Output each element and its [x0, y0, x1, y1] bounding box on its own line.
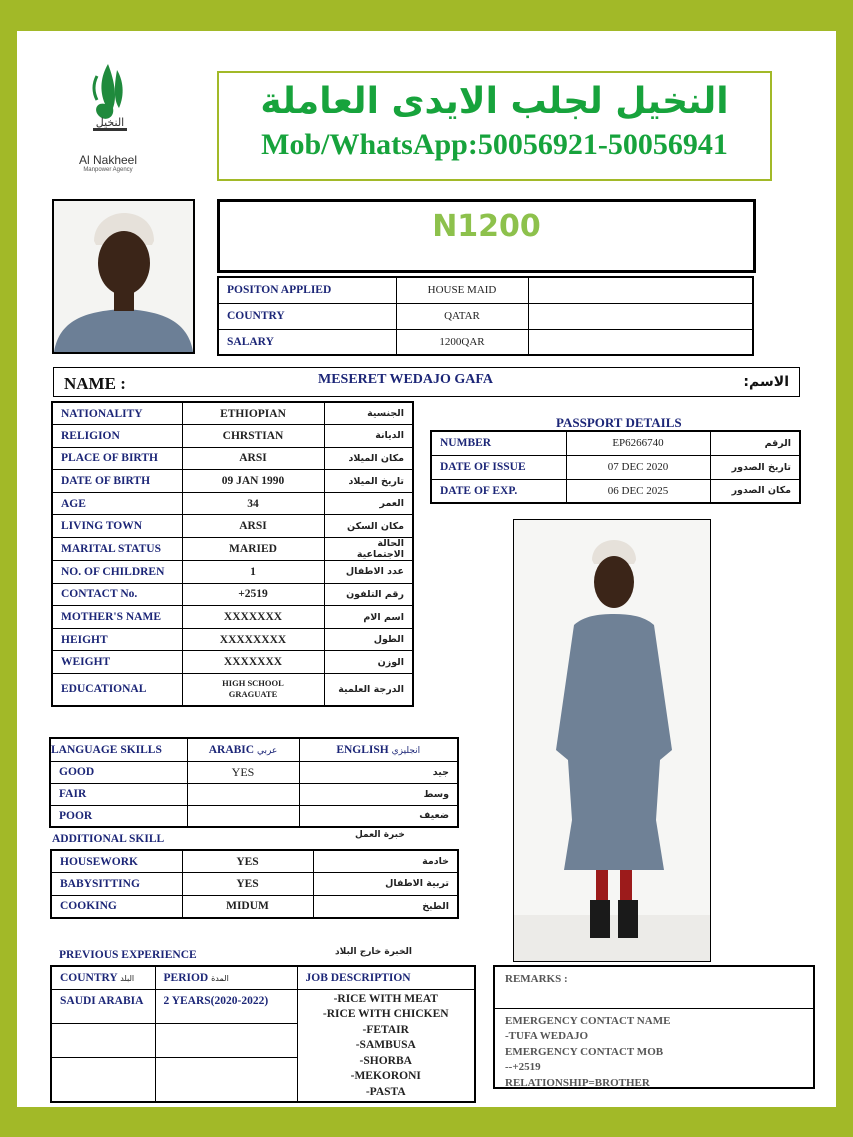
detail-row [52, 561, 413, 584]
country-value: QATAR [396, 303, 528, 329]
detail-row [51, 895, 458, 918]
language-level-label: POOR [50, 805, 187, 827]
detail-row [52, 651, 413, 674]
detail-label: MOTHER'S NAME [52, 606, 182, 629]
detail-label: DATE OF BIRTH [52, 470, 182, 493]
english-level-value: جيد [299, 761, 458, 783]
arabic-column-label: ARABIC [208, 743, 255, 756]
language-row [50, 805, 458, 827]
agency-contact-numbers: Mob/WhatsApp:50056921-50056941 [261, 128, 728, 161]
detail-label: LIVING TOWN [52, 515, 182, 538]
remarks-line: -TUFA WEDAJO [505, 1030, 589, 1042]
english-column-header [299, 738, 458, 761]
arabic-level-value [187, 805, 299, 827]
detail-label: MARITAL STATUS [52, 538, 182, 561]
detail-row [52, 492, 413, 515]
job-item: -MEKORONI [350, 1070, 421, 1082]
detail-row [52, 425, 413, 448]
position-value: HOUSE MAID [396, 277, 528, 303]
detail-label: HOUSEWORK [51, 850, 182, 873]
detail-label: AGE [52, 492, 182, 515]
svg-text:النخيل: النخيل [95, 116, 125, 129]
detail-row [52, 628, 413, 651]
detail-arabic-label: اسم الام [324, 606, 413, 629]
job-description-header: JOB DESCRIPTION [297, 966, 475, 989]
detail-value: MARIED [182, 538, 324, 561]
language-skills-label: LANGUAGE SKILLS [50, 738, 187, 761]
agency-logo [53, 56, 163, 181]
detail-row [52, 674, 413, 706]
experience-period-empty [155, 1057, 297, 1102]
language-level-label: FAIR [50, 783, 187, 805]
detail-row [431, 431, 800, 455]
detail-arabic-label: الدرجة العلمية [324, 674, 413, 706]
detail-value: XXXXXXX [182, 651, 324, 674]
detail-arabic-label: الطول [324, 628, 413, 651]
position-extra [528, 277, 753, 303]
palm-logo-icon [53, 56, 163, 156]
candidate-portrait-photo [52, 199, 195, 354]
detail-value: 34 [182, 492, 324, 515]
position-table [217, 276, 754, 356]
detail-arabic-label: الحالة الاجتماعية [324, 538, 413, 561]
job-item: -PASTA [365, 1085, 406, 1098]
detail-label: EDUCATIONAL [52, 674, 182, 706]
job-description-list [297, 989, 475, 1102]
detail-row [431, 479, 800, 503]
detail-row [51, 873, 458, 896]
experience-country: SAUDI ARABIA [51, 989, 155, 1023]
detail-value: 06 DEC 2025 [566, 479, 710, 503]
name-label: NAME : [64, 374, 126, 393]
detail-label: NUMBER [431, 431, 566, 455]
detail-arabic-label: مكان السكن [324, 515, 413, 538]
detail-value: ARSI [182, 515, 324, 538]
remarks-box [493, 965, 815, 1089]
arabic-level-value: YES [187, 761, 299, 783]
candidate-name: MESERET WEDAJO GAFA [318, 372, 494, 387]
country-header [51, 966, 155, 989]
experience-period-empty [155, 1023, 297, 1057]
detail-row [51, 850, 458, 873]
detail-label: BABYSITTING [51, 873, 182, 896]
country-row [218, 303, 753, 329]
additional-skills-table [50, 849, 459, 919]
logo-text: Al Nakheel [78, 153, 138, 167]
salary-extra [528, 329, 753, 355]
detail-value: HIGH SCHOOL GRAGUATE [182, 674, 324, 706]
salary-label: SALARY [218, 329, 396, 355]
detail-row [431, 455, 800, 479]
additional-skill-title: ADDITIONAL SKILL [52, 833, 165, 845]
remarks-line: RELATIONSHIP=BROTHER [505, 1076, 650, 1089]
detail-value: YES [182, 873, 313, 896]
detail-row [52, 515, 413, 538]
english-column-arabic: انجليزي [391, 745, 421, 756]
detail-arabic-label: تاريخ الميلاد [324, 470, 413, 493]
detail-label: RELIGION [52, 425, 182, 448]
detail-value: 1 [182, 561, 324, 584]
position-row [218, 277, 753, 303]
period-header-arabic: المدة [211, 973, 229, 983]
detail-label: NO. OF CHILDREN [52, 561, 182, 584]
detail-arabic-label: رقم التلفون [324, 583, 413, 606]
remarks-line: EMERGENCY CONTACT MOB [505, 1045, 664, 1058]
passport-table [430, 430, 801, 504]
detail-label: CONTACT No. [52, 583, 182, 606]
experience-period: 2 YEARS(2020-2022) [155, 989, 297, 1023]
experience-country-empty [51, 1057, 155, 1102]
personal-details-table [51, 401, 414, 707]
additional-skill-arabic-title: خبرة العمل [355, 830, 405, 840]
job-item: -SAMBUSA [355, 1039, 416, 1051]
language-level-label: GOOD [50, 761, 187, 783]
detail-arabic-label: مكان الصدور [710, 479, 800, 503]
detail-label: HEIGHT [52, 628, 182, 651]
detail-arabic-label: الديانة [324, 425, 413, 448]
period-header-label: PERIOD [163, 971, 209, 984]
remarks-line: --+2519 [505, 1061, 541, 1073]
position-label: POSITON APPLIED [218, 277, 396, 303]
language-row [50, 783, 458, 805]
candidate-code-box [217, 199, 756, 273]
detail-arabic-label: تربية الاطفال [313, 873, 458, 896]
detail-value: YES [182, 850, 313, 873]
language-row [50, 761, 458, 783]
detail-arabic-label: مكان الميلاد [324, 447, 413, 470]
agency-arabic-title: النخيل لجلب الايدى العاملة [260, 81, 729, 122]
detail-arabic-label: العمر [324, 492, 413, 515]
detail-value: XXXXXXXX [182, 628, 324, 651]
detail-label: DATE OF ISSUE [431, 455, 566, 479]
detail-label: DATE OF EXP. [431, 479, 566, 503]
detail-row [52, 470, 413, 493]
detail-row [52, 538, 413, 561]
cv-page [17, 31, 836, 1107]
detail-label: PLACE OF BIRTH [52, 447, 182, 470]
detail-label: WEIGHT [52, 651, 182, 674]
english-level-value: ضعيف [299, 805, 458, 827]
job-item: -RICE WITH CHICKEN [322, 1008, 449, 1020]
previous-experience-arabic-title: الخبرة خارج البلاد [335, 947, 412, 957]
language-skills-table [49, 737, 459, 828]
language-header-row [50, 738, 458, 761]
job-item: -SHORBA [359, 1054, 412, 1067]
english-column-label: ENGLISH [336, 743, 389, 756]
detail-value: CHRSTIAN [182, 425, 324, 448]
logo-subtext: Manpower Agency [83, 167, 133, 173]
detail-row [52, 583, 413, 606]
remarks-label: REMARKS : [505, 973, 568, 985]
agency-header [217, 71, 772, 181]
emergency-contact-section [495, 1008, 813, 1092]
experience-header-row [51, 966, 475, 989]
arabic-column-header [187, 738, 299, 761]
experience-country-empty [51, 1023, 155, 1057]
country-header-label: COUNTRY [60, 971, 118, 984]
detail-arabic-label: الطبخ [313, 895, 458, 918]
previous-experience-table [50, 965, 476, 1103]
salary-value: 1200QAR [396, 329, 528, 355]
previous-experience-title: PREVIOUS EXPERIENCE [59, 949, 197, 961]
candidate-full-body-photo [513, 519, 711, 962]
detail-value: ARSI [182, 447, 324, 470]
candidate-code: N1200 [432, 209, 541, 244]
period-header [155, 966, 297, 989]
job-item: -FETAIR [362, 1023, 409, 1036]
name-bar [53, 367, 800, 397]
english-level-value: وسط [299, 783, 458, 805]
detail-arabic-label: الرقم [710, 431, 800, 455]
detail-label: NATIONALITY [52, 402, 182, 425]
detail-row [52, 447, 413, 470]
experience-row [51, 989, 475, 1023]
country-label: COUNTRY [218, 303, 396, 329]
passport-title: PASSPORT DETAILS [556, 415, 682, 430]
country-header-arabic: البلد [120, 973, 135, 983]
detail-value: ETHIOPIAN [182, 402, 324, 425]
arabic-level-value [187, 783, 299, 805]
country-extra [528, 303, 753, 329]
detail-arabic-label: خادمة [313, 850, 458, 873]
detail-value: XXXXXXX [182, 606, 324, 629]
name-arabic-label: الاسم: [743, 374, 789, 390]
detail-value: EP6266740 [566, 431, 710, 455]
detail-arabic-label: الوزن [324, 651, 413, 674]
detail-value: 09 JAN 1990 [182, 470, 324, 493]
detail-value: MIDUM [182, 895, 313, 918]
detail-label: COOKING [51, 895, 182, 918]
detail-row [52, 606, 413, 629]
job-item: -RICE WITH MEAT [333, 992, 438, 1005]
detail-arabic-label: تاريخ الصدور [710, 455, 800, 479]
detail-row [52, 402, 413, 425]
detail-arabic-label: الجنسية [324, 402, 413, 425]
detail-arabic-label: عدد الاطفال [324, 561, 413, 584]
detail-value: 07 DEC 2020 [566, 455, 710, 479]
arabic-column-arabic: عربي [256, 745, 278, 756]
salary-row [218, 329, 753, 355]
remarks-line: EMERGENCY CONTACT NAME [505, 1014, 671, 1027]
detail-value: +2519 [182, 583, 324, 606]
